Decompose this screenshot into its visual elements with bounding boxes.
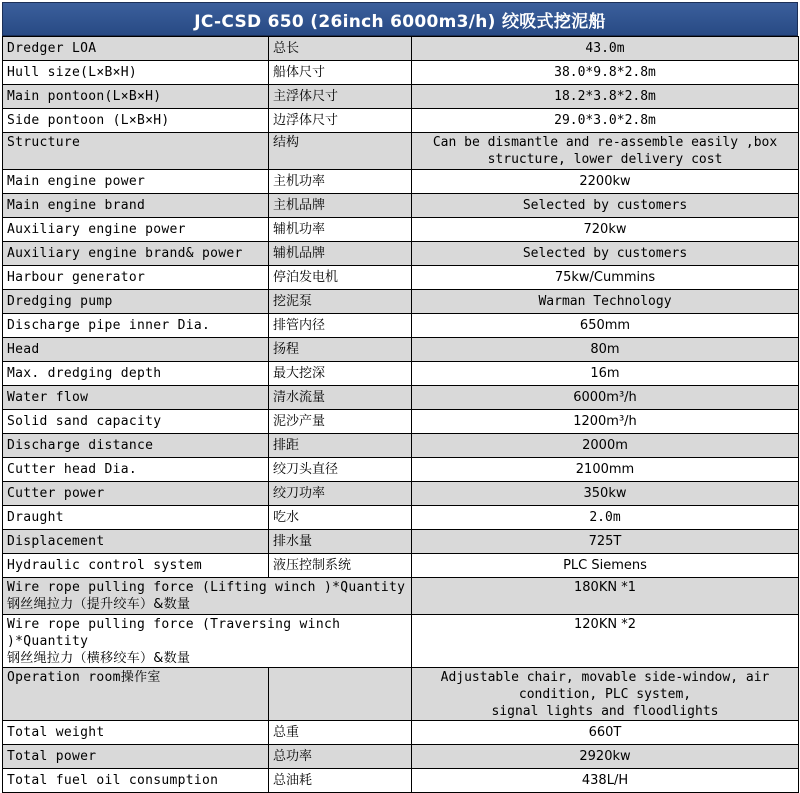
spec-label-en: Dredger LOA [3,37,269,61]
spec-row [3,530,799,554]
spec-value: 80m [412,338,799,362]
spec-label-en: Total fuel oil consumption [3,769,269,793]
spec-row [3,458,799,482]
spec-table-body [3,37,799,793]
spec-value: 2.0m [412,506,799,530]
spec-value: 180KN *1 [412,578,799,615]
spec-value: 350kw [412,482,799,506]
spec-label-zh: 停泊发电机 [269,266,412,290]
spec-label-zh: 总功率 [269,745,412,769]
spec-value: 720kw [412,218,799,242]
spec-value: Selected by customers [412,242,799,266]
spec-label-zh: 扬程 [269,338,412,362]
spec-row [3,745,799,769]
spec-label-en: Main engine power [3,170,269,194]
spec-row [3,410,799,434]
spec-value: 650mm [412,314,799,338]
spec-label-en: Head [3,338,269,362]
spec-label-en: Displacement [3,530,269,554]
spec-row [3,218,799,242]
spec-label-line: Wire rope pulling force (Traversing winch )*Quantity [7,617,341,649]
spec-label-en: Discharge pipe inner Dia. [3,314,269,338]
spec-label-en: Cutter head Dia. [3,458,269,482]
spec-label-zh: 主机功率 [269,170,412,194]
spec-value: 2000m [412,434,799,458]
spec-label-en: Auxiliary engine power [3,218,269,242]
spec-row [3,314,799,338]
spec-label-en: Hull size(L×B×H) [3,61,269,85]
spec-value: 2100mm [412,458,799,482]
spec-value [412,133,799,170]
spec-label-zh: 绞刀功率 [269,482,412,506]
spec-row [3,506,799,530]
spec-value: 38.0*9.8*2.8m [412,61,799,85]
spec-row [3,554,799,578]
spec-label-en: Main engine brand [3,194,269,218]
page-title: JC-CSD 650 (26inch 6000m3/h) 绞吸式挖泥船 [2,2,798,36]
spec-label-en: Dredging pump [3,290,269,314]
spec-value: 75kw/Cummins [412,266,799,290]
spec-value [412,668,799,721]
spec-label-zh: 总重 [269,721,412,745]
spec-value-line: Adjustable chair, movable side-window, air condition, PLC system, [440,670,770,702]
spec-label-en: Harbour generator [3,266,269,290]
spec-label-zh [269,668,412,721]
spec-label-line: 钢丝绳拉力（横移绞车）&数量 [7,651,191,666]
spec-label-en: Operation room操作室 [3,668,269,721]
spec-label-zh: 主机品牌 [269,194,412,218]
spec-value: 6000m³/h [412,386,799,410]
spec-value: 18.2*3.8*2.8m [412,85,799,109]
spec-label-en: Cutter power [3,482,269,506]
spec-row [3,578,799,615]
spec-row [3,721,799,745]
spec-value: Selected by customers [412,194,799,218]
spec-label-zh: 最大挖深 [269,362,412,386]
spec-label-zh: 总长 [269,37,412,61]
spec-row [3,386,799,410]
spec-label-en: Water flow [3,386,269,410]
spec-label-en: Side pontoon (L×B×H) [3,109,269,133]
spec-row [3,615,799,668]
spec-label-zh: 总油耗 [269,769,412,793]
spec-label-zh: 结构 [269,133,412,170]
spec-value: 120KN *2 [412,615,799,668]
spec-row [3,266,799,290]
spec-value: 725T [412,530,799,554]
spec-label-zh: 边浮体尺寸 [269,109,412,133]
spec-label-en: Discharge distance [3,434,269,458]
spec-label-en: Main pontoon(L×B×H) [3,85,269,109]
spec-label-en: Draught [3,506,269,530]
spec-value-line: Can be dismantle and re-assemble easily ,box [432,135,778,150]
spec-label-zh: 泥沙产量 [269,410,412,434]
spec-label-zh: 清水流量 [269,386,412,410]
spec-label-en: Hydraulic control system [3,554,269,578]
spec-row [3,769,799,793]
spec-label-zh: 排距 [269,434,412,458]
spec-label-en: Total power [3,745,269,769]
spec-label-zh: 排管内径 [269,314,412,338]
spec-value: 1200m³/h [412,410,799,434]
spec-label-en: Max. dredging depth [3,362,269,386]
spec-value: 43.0m [412,37,799,61]
spec-row [3,37,799,61]
spec-label-zh: 辅机品牌 [269,242,412,266]
spec-table [2,36,799,793]
spec-value: 29.0*3.0*2.8m [412,109,799,133]
spec-value: 16m [412,362,799,386]
spec-value: 660T [412,721,799,745]
spec-row [3,109,799,133]
spec-row [3,434,799,458]
spec-row [3,242,799,266]
spec-label-zh: 辅机功率 [269,218,412,242]
spec-label-line: Wire rope pulling force (Lifting winch )*Quantity [7,580,406,595]
spec-label-zh: 挖泥泵 [269,290,412,314]
spec-label-en: Auxiliary engine brand& power [3,242,269,266]
spec-label-zh: 液压控制系统 [269,554,412,578]
spec-row [3,194,799,218]
spec-label-zh: 绞刀头直径 [269,458,412,482]
spec-value-line: structure, lower delivery cost [487,152,723,167]
spec-value: 438L/H [412,769,799,793]
spec-label-zh: 排水量 [269,530,412,554]
spec-row [3,338,799,362]
spec-label-zh: 主浮体尺寸 [269,85,412,109]
spec-row [3,133,799,170]
spec-label-line: 钢丝绳拉力（提升绞车）&数量 [7,597,191,612]
spec-row [3,170,799,194]
spec-row [3,362,799,386]
spec-row [3,290,799,314]
spec-value: 2200kw [412,170,799,194]
spec-label-en: Structure [3,133,269,170]
spec-label-zh: 吃水 [269,506,412,530]
spec-label-zh: 船体尺寸 [269,61,412,85]
spec-value: Warman Technology [412,290,799,314]
spec-label-en: Total weight [3,721,269,745]
spec-value: 2920kw [412,745,799,769]
spec-row [3,85,799,109]
spec-label [3,615,412,668]
spec-row [3,668,799,721]
spec-label [3,578,412,615]
spec-value-line: signal lights and floodlights [491,704,719,719]
spec-row [3,482,799,506]
spec-label-en: Solid sand capacity [3,410,269,434]
spec-row [3,61,799,85]
spec-value: PLC Siemens [412,554,799,578]
